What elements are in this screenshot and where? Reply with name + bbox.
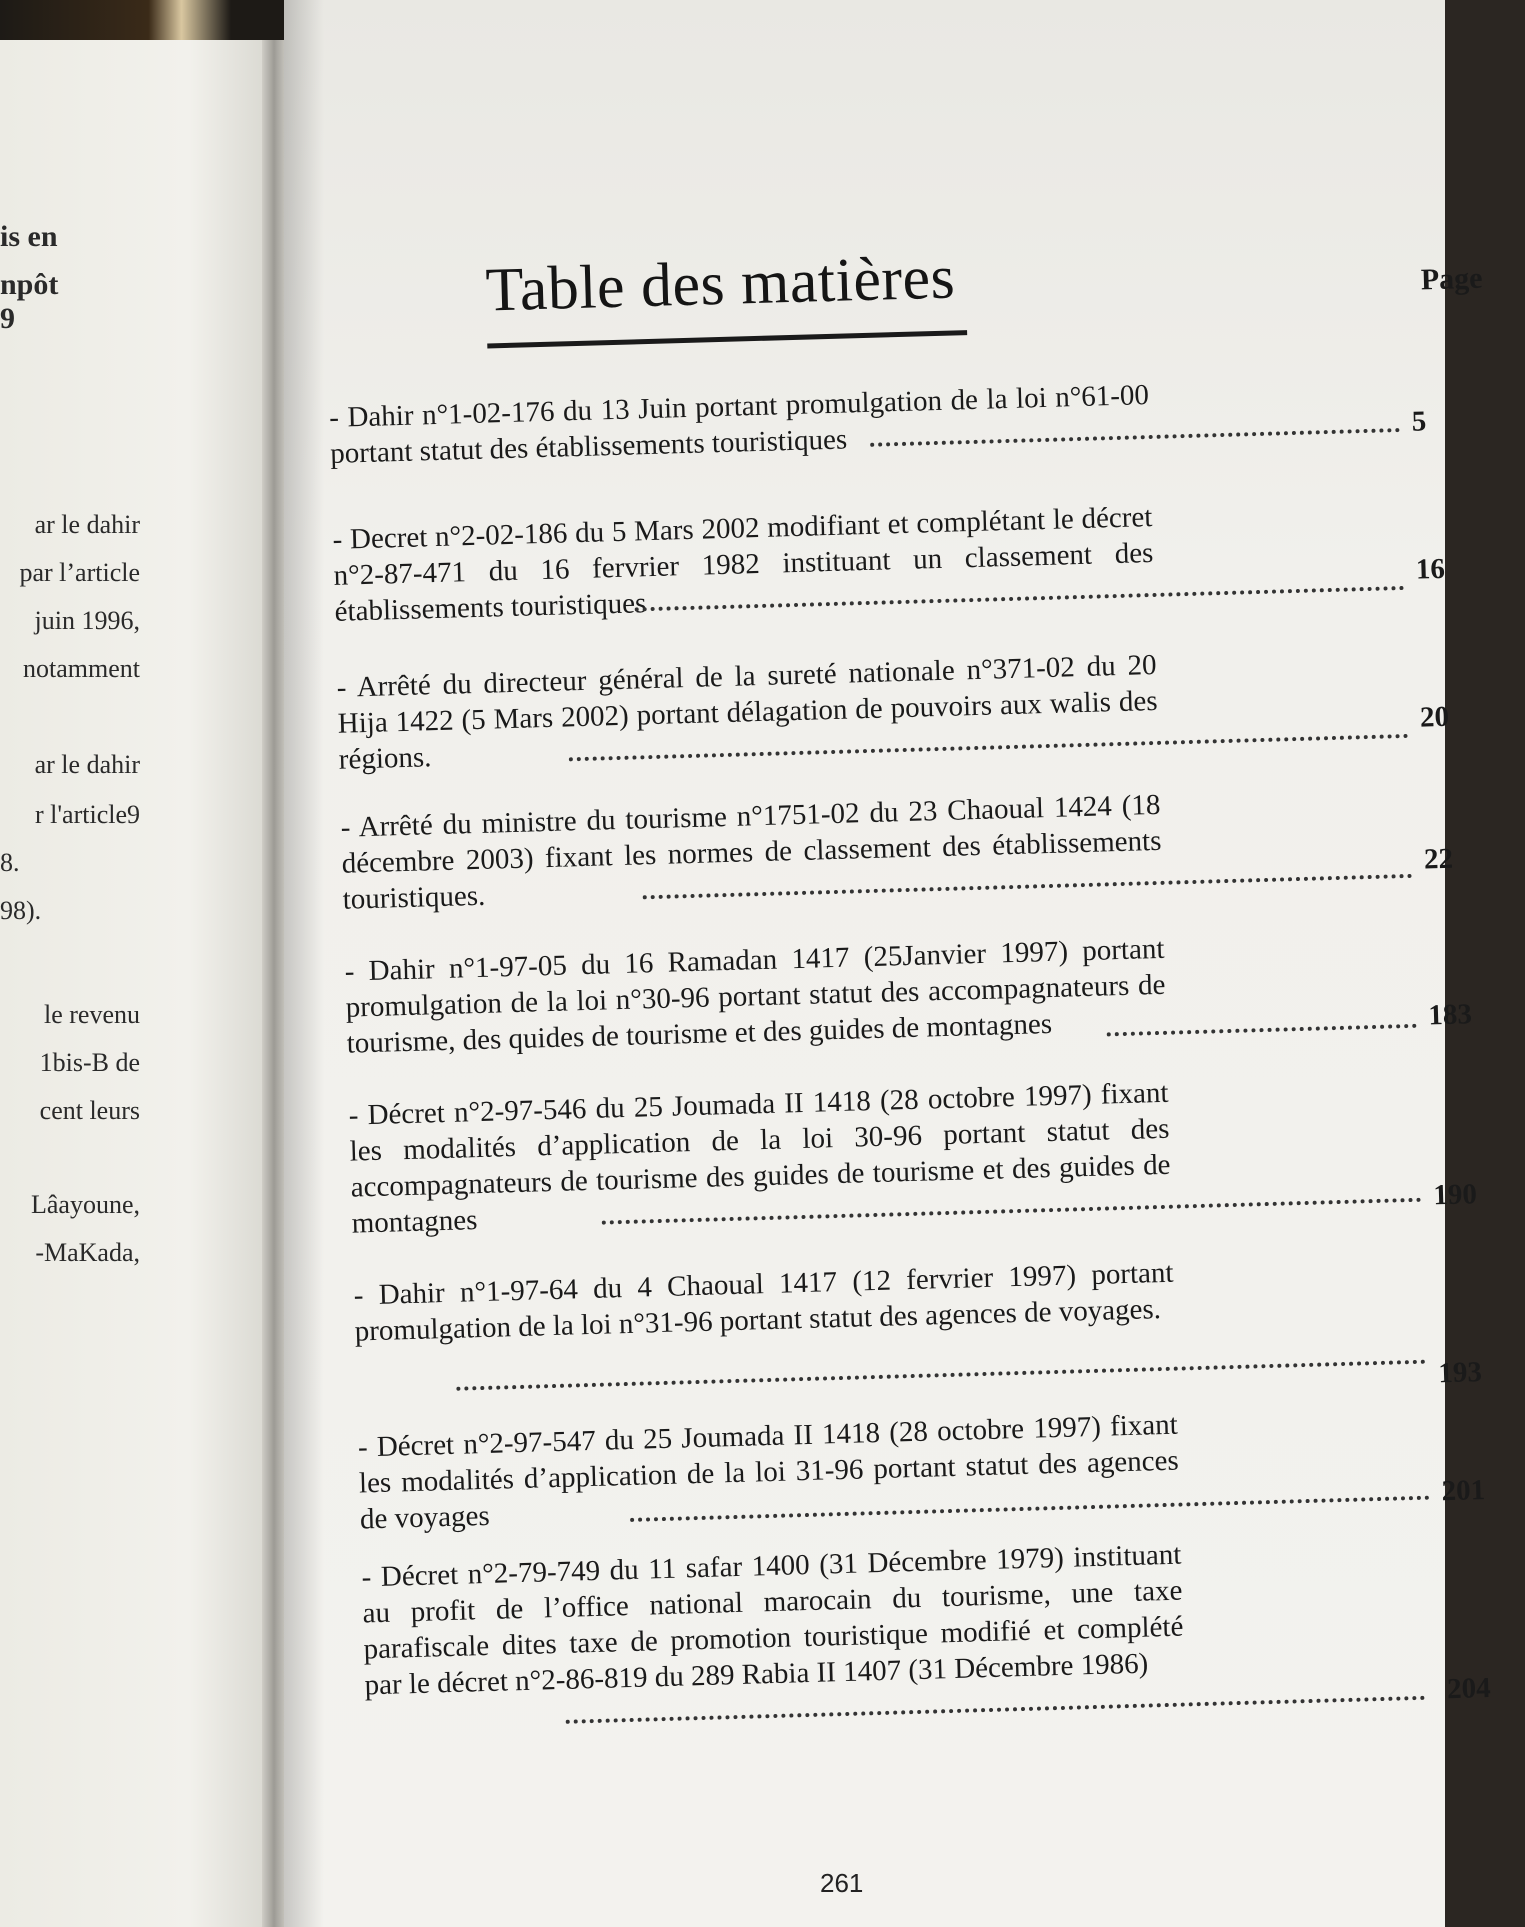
dot-leader [456,1360,1426,1391]
left-page-line: le revenu [43,1000,140,1029]
left-page-line: npôt [0,268,59,301]
toc-entry-text: - Dahir n°1-97-64 du 4 Chaoual 1417 (12 fervrier 1997) portant promulgation de la loi n°31-96 portant statut des agences de voyages. [353,1256,1174,1348]
left-page-line: notamment [23,654,140,683]
left-page-line: r l'article9 [34,800,140,829]
left-page-line: juin 1996, [34,606,140,635]
toc-entry-page: 183 [1427,998,1473,1032]
toc-entry [332,491,1452,628]
toc-entry-page: 204 [1446,1671,1492,1706]
toc-entry [353,1246,1483,1390]
left-page-line: ar le dahir [34,750,140,779]
toc-entry [344,922,1473,1060]
dot-leader [566,1696,1426,1724]
toc-entry [361,1528,1492,1706]
right-page [284,0,1492,1927]
toc-entry-page: 5 [1411,405,1427,438]
toc-entry [336,639,1456,776]
toc-entry [357,1398,1486,1536]
table-of-contents [324,199,1492,1830]
title-underline [487,330,967,348]
page-number: 261 [820,1868,864,1898]
toc-entry [340,779,1460,916]
toc-entry-text: - Décret n°2-97-547 du 25 Joumada II 1418 (28 octobre 1997) fixant les modalités d’application de la loi 31-96 portant statut des agences de voyages [357,1408,1180,1536]
toc-entry-page: 22 [1423,842,1454,876]
toc-entry-text: - Dahir n°1-97-05 du 16 Ramadan 1417 (25Janvier 1997) portant promulgation de la loi n°30-96 portant statut des accompagnateurs de tourisme, des quides de tourisme et des guides de montagnes [344,932,1166,1060]
toc-entry-text: - Décret n°2-79-749 du 11 safar 1400 (31 Décembre 1979) instituant au profit de l’office national marocain du tourisme, une taxe parafiscale dites taxe de promotion touristique modifié et complété par le décret n°2-86-819 du 289 Rabia II 1407 (31 Décembre 1986) [361,1538,1184,1702]
left-page-line: 1bis-B de [39,1048,140,1077]
left-page-line: is en [0,220,58,253]
toc-entry-page: 201 [1441,1474,1486,1508]
left-page-line: 98). [0,896,42,925]
toc-entry-page: 20 [1419,700,1450,734]
left-page-line: 9 [0,302,15,335]
toc-entry-text: - Arrêté du directeur général de la sureté nationale n°371-02 du 20 Hija 1422 (5 Mars 2002) portant délagation de pouvoirs aux walis des régions. [336,648,1158,776]
toc-entry-text: - Arrêté du ministre du tourisme n°1751-02 du 23 Chaoual 1424 (18 décembre 2003) fixant les normes de classement des établissements touristiques. [340,788,1162,916]
page-title: Table des matières [484,243,956,325]
left-page-line: par l’article [19,558,140,587]
toc-entry-text: - Decret n°2-02-186 du 5 Mars 2002 modifiant et complétant le décret n°2-87-471 du 16 fervrier 1982 instituant un classement des établissements touristiques [332,500,1154,628]
toc-entry-page: 193 [1437,1356,1483,1390]
left-page-line: Lâayoune, [30,1190,140,1219]
toc-entry-page: 190 [1432,1178,1478,1212]
left-facing-page [0,40,270,1927]
left-page-line: cent leurs [39,1096,140,1125]
toc-entry-text: - Décret n°2-97-546 du 25 Joumada II 1418 (28 octobre 1997) fixant les modalités d’application de la loi 30-96 portant statut des accompagnateurs de tourisme des guides de tourisme et des guides de montagnes [348,1076,1171,1240]
left-page-line: -MaKada, [35,1238,140,1267]
toc-entry [328,369,1449,470]
left-page-line: ar le dahir [34,510,140,539]
left-page-line: 8. [0,848,20,877]
page-edge-shadow [284,0,324,1927]
toc-entry [348,1066,1478,1240]
toc-entry-page: 16 [1415,552,1446,586]
page-column-heading: Page [1420,261,1483,297]
bleed-through-text [585,30,1433,89]
toc-entry-text: - Dahir n°1-02-176 du 13 Juin portant promulgation de la loi n°61-00 portant statut des établissements touristiques [328,379,1150,470]
